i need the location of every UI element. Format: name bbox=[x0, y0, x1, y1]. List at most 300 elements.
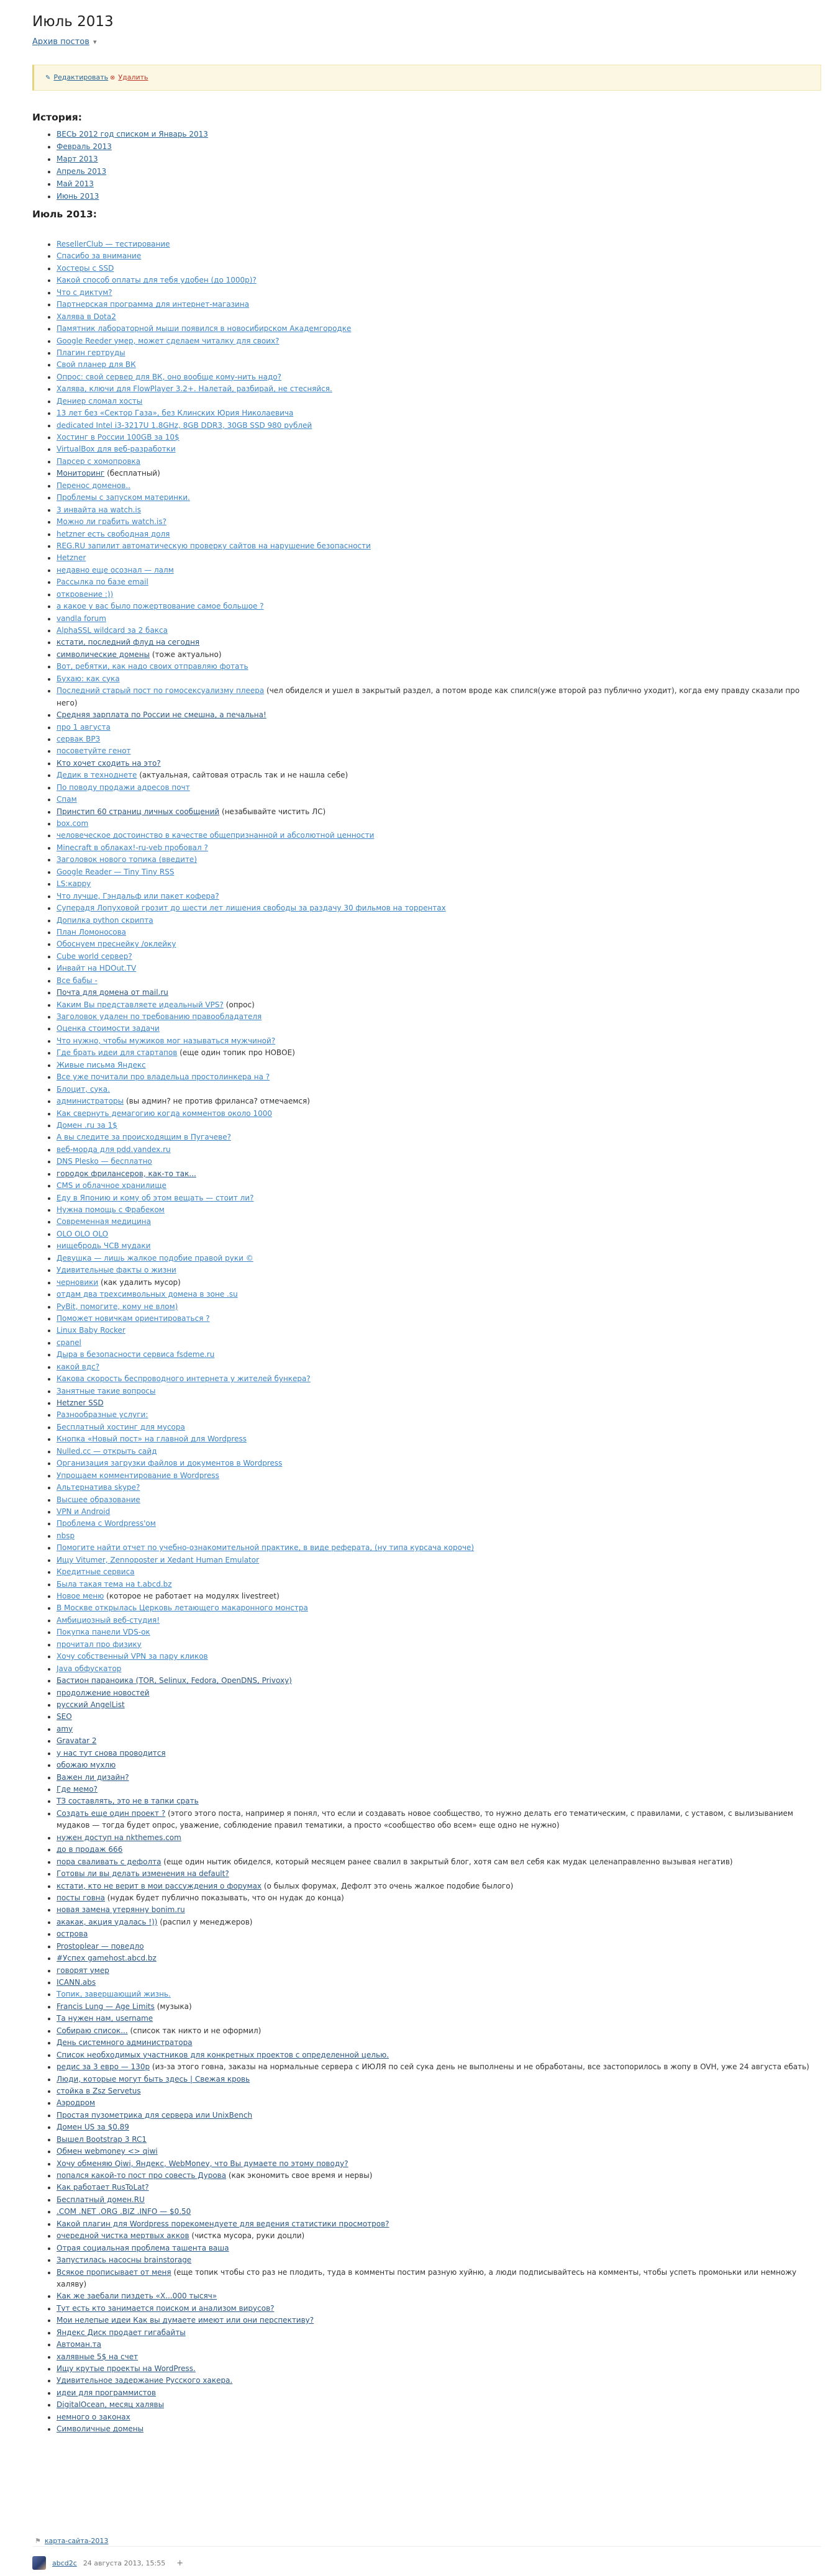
post-link[interactable]: Бесплатный хостинг для мусора bbox=[57, 1422, 185, 1431]
list-item bbox=[57, 733, 821, 745]
post-link[interactable]: Всякое прописывает от меня bbox=[57, 2267, 171, 2277]
post-link[interactable]: русский AngelList bbox=[57, 1700, 125, 1709]
post-link[interactable]: Блоцит, сука. bbox=[57, 1084, 110, 1094]
post-link[interactable]: Все уже почитали про владельца простолинкера на ? bbox=[57, 1073, 270, 1082]
history-link[interactable]: Июнь 2013 bbox=[57, 192, 99, 201]
delete-label: Удалить bbox=[118, 73, 148, 81]
list-item bbox=[57, 1748, 821, 1759]
list-item bbox=[57, 1108, 821, 1120]
post-link[interactable]: а какое у вас было пожертвование самое большое ? bbox=[57, 602, 264, 611]
history-link[interactable]: Апрель 2013 bbox=[57, 167, 107, 176]
post-note: (бесплатный) bbox=[104, 469, 160, 478]
post-link[interactable]: Средняя зарплата по России не смешна, а печальна! bbox=[57, 710, 266, 720]
list-item bbox=[57, 456, 821, 468]
post-link[interactable]: Бухаю: как сука bbox=[57, 674, 120, 683]
edit-button[interactable] bbox=[45, 73, 108, 81]
post-link[interactable]: Хостинг в России 100GB за 10$ bbox=[57, 433, 180, 442]
post-link[interactable]: Где мемо? bbox=[57, 1785, 98, 1794]
post-link[interactable]: Hetzner bbox=[57, 553, 86, 563]
post-link[interactable]: Hetzner SSD bbox=[57, 1399, 104, 1407]
list-item bbox=[57, 1506, 821, 1518]
post-link[interactable]: SEO bbox=[57, 1712, 72, 1721]
list-item bbox=[57, 1277, 821, 1289]
post-note: (тоже актуально) bbox=[150, 650, 222, 659]
post-link[interactable]: Google Reeder умер, может сделаем читалку для своих? bbox=[57, 336, 280, 345]
post-link[interactable]: Кто хочет сходить на это? bbox=[57, 758, 161, 768]
post-link[interactable]: Девушка — лишь жалкое подобие правой руки © bbox=[57, 1253, 253, 1263]
list-item bbox=[57, 951, 821, 963]
list-item bbox=[57, 274, 821, 286]
post-link[interactable]: Аэродром bbox=[57, 2098, 96, 2108]
list-item bbox=[57, 516, 821, 528]
post-link[interactable]: VirtualBox для веб-разработки bbox=[57, 445, 176, 454]
list-item bbox=[57, 347, 821, 359]
list-item bbox=[57, 1156, 821, 1168]
post-link[interactable]: говорят умер bbox=[57, 1966, 109, 1975]
list-item bbox=[57, 2061, 821, 2073]
post-link[interactable]: День системного администратора bbox=[57, 2038, 193, 2048]
post-link[interactable]: Мониторинг bbox=[57, 469, 105, 478]
post-link[interactable]: Дедик в техноднете bbox=[57, 771, 137, 780]
post-link[interactable]: Заголовок удален по требованию правообладателя bbox=[57, 1012, 262, 1021]
list-item bbox=[57, 2351, 821, 2363]
post-note: (чистка мусора, руки доцли) bbox=[189, 2231, 305, 2241]
list-item bbox=[57, 1458, 821, 1469]
post-link[interactable]: Живые письма Яндекс bbox=[57, 1060, 146, 1069]
post-tags bbox=[35, 2537, 108, 2545]
post-link[interactable]: Дениер сломал хосты bbox=[57, 396, 143, 406]
list-item bbox=[57, 1892, 821, 1904]
post-link[interactable]: По поводу продажи адресов почт bbox=[57, 782, 190, 792]
post-link[interactable]: Бастион параноика (TOR, Selinux, Fedora, OpenDNS, Privoxy) bbox=[57, 1676, 292, 1685]
post-link[interactable]: Что нужно, чтобы мужиков мог называться мужчиной? bbox=[57, 1036, 276, 1045]
post-link[interactable]: Ищу Vitumer, Zennoposter и Xedant Human Emulator bbox=[57, 1555, 260, 1564]
post-link[interactable]: Плагин гертруды bbox=[57, 348, 125, 357]
post-link[interactable]: Запустилась насосны brainstorage bbox=[57, 2256, 192, 2265]
list-item bbox=[57, 492, 821, 504]
post-link[interactable]: Хочу собственный VPN за пару кликов bbox=[57, 1652, 208, 1661]
list-item bbox=[57, 1795, 821, 1807]
post-link[interactable]: Linux Baby Rocker bbox=[57, 1326, 125, 1335]
list-item bbox=[57, 1687, 821, 1699]
post-link[interactable]: Упрощаем комментирование в Wordpress bbox=[57, 1471, 219, 1480]
post-link[interactable]: 3 инвайта на watch.is bbox=[57, 505, 141, 514]
post-note: (этого этого поста, например я понял, что если и создавать новое сообщество, то нужно делать его тематическим, с правилами, с уставом, с вылизыванием мудаков — тогда будет опрос, уважение, соблюдение правил тематики, а просто «сообщество обо всем» еще одно не нужно) bbox=[57, 1808, 793, 1830]
post-link[interactable]: Создать еще один проект ? bbox=[57, 1808, 166, 1818]
list-item bbox=[57, 1856, 821, 1868]
list-item bbox=[57, 866, 821, 878]
list-item bbox=[57, 1373, 821, 1385]
post-link[interactable]: Оценка стоимости задачи bbox=[57, 1024, 160, 1033]
post-link[interactable]: у нас тут снова проводится bbox=[57, 1748, 166, 1757]
list-item bbox=[57, 1579, 821, 1590]
list-item bbox=[57, 287, 821, 299]
chevron-down-icon[interactable]: ▾ bbox=[93, 38, 97, 46]
list-item bbox=[57, 1192, 821, 1204]
post-link[interactable]: Проблемы с запуском материнки. bbox=[57, 493, 190, 502]
post-link[interactable]: LS:карру bbox=[57, 879, 91, 889]
post-link[interactable]: DigitalOcean, месяц халявы bbox=[57, 2400, 165, 2410]
post-date: 24 августа 2013, 15:55 bbox=[83, 2559, 166, 2567]
post-link[interactable]: А вы следите за происходящим в Пугачеве? bbox=[57, 1133, 231, 1142]
post-link[interactable]: Можно ли грабить watch.is? bbox=[57, 517, 166, 527]
post-link[interactable]: vandla forum bbox=[57, 614, 106, 623]
post-link[interactable]: Хостеры с SSD bbox=[57, 263, 114, 273]
list-item bbox=[57, 613, 821, 625]
delete-button[interactable] bbox=[110, 73, 148, 81]
post-link[interactable]: Какова скорость беспроводного интернета у жителей бункера? bbox=[57, 1374, 311, 1384]
post-link[interactable]: .COM .NET .ORG .BIZ .INFO — $0.50 bbox=[57, 2207, 191, 2216]
post-note: (актуальная, сайтовая отрасль так и не нашла себе) bbox=[137, 771, 348, 780]
post-link[interactable]: Рассылка по базе email bbox=[57, 578, 148, 587]
post-link[interactable]: 13 лет без «Сектор Газа», без Клинских Юрия Николаевича bbox=[57, 409, 294, 418]
post-link[interactable]: Обмен webmoney <> qiwi bbox=[57, 2147, 158, 2156]
list-item bbox=[57, 1470, 821, 1482]
post-link[interactable]: Автоман.та bbox=[57, 2340, 102, 2349]
post-link[interactable]: Каким Вы представляете идеальный VPS? bbox=[57, 1000, 224, 1009]
post-link[interactable]: Люди, которые могут быть здесь | Свежая кровь bbox=[57, 2074, 250, 2084]
post-link[interactable]: План Ломоносова bbox=[57, 927, 127, 937]
post-link[interactable]: Бесплатный домен.RU bbox=[57, 2195, 145, 2204]
post-link[interactable]: В Москве открылась Церковь летающего макаронного монстра bbox=[57, 1603, 308, 1613]
post-link[interactable]: nbsp bbox=[57, 1531, 75, 1540]
post-link[interactable]: Важен ли дизайн? bbox=[57, 1772, 129, 1782]
post-link[interactable]: hetzner есть свободная доля bbox=[57, 529, 170, 538]
post-link[interactable]: посты говна bbox=[57, 1893, 105, 1902]
post-link[interactable]: Francis Lung — Age Limits bbox=[57, 2002, 155, 2011]
post-note: (нудак будет публично показывать, что он нудак до конца) bbox=[104, 1893, 344, 1902]
post-link[interactable]: Разнообразные услуги: bbox=[57, 1410, 148, 1420]
post-link[interactable]: очередной чистка мертвых акков bbox=[57, 2231, 189, 2241]
post-link[interactable]: Как работает RusToLat? bbox=[57, 2183, 149, 2192]
list-item bbox=[57, 2037, 821, 2049]
post-link[interactable]: Новое меню bbox=[57, 1592, 104, 1600]
list-item bbox=[57, 528, 821, 540]
list-item bbox=[57, 1554, 821, 1566]
post-link[interactable]: Хочу обменяю Qiwi, Яндекс, WebMoney, что Вы думаете по этому поводу? bbox=[57, 2159, 348, 2168]
post-link[interactable]: Простая пузометрика для сервера или UnixBench bbox=[57, 2110, 253, 2120]
post-link[interactable]: попался какой-то пост про совесть Дурова bbox=[57, 2171, 227, 2180]
post-link[interactable]: Все бабы - bbox=[57, 976, 98, 985]
list-item bbox=[57, 1120, 821, 1132]
list-item bbox=[57, 335, 821, 347]
history-heading: История: bbox=[32, 112, 82, 123]
list-item bbox=[57, 2399, 821, 2411]
post-note: (как экономить свое время и нервы) bbox=[226, 2171, 373, 2180]
post-link[interactable]: Домен .ru за 1$ bbox=[57, 1120, 117, 1130]
post-link[interactable]: DNS Plesko — бесплатно bbox=[57, 1157, 152, 1166]
post-link[interactable]: Собираю список... bbox=[57, 2026, 128, 2035]
post-link[interactable]: символические домены bbox=[57, 650, 150, 659]
post-link[interactable]: VPN и Android bbox=[57, 1507, 111, 1516]
list-item bbox=[57, 2025, 821, 2037]
post-link[interactable]: сервак ВРЗ bbox=[57, 734, 101, 743]
archive-link[interactable]: Архив постов bbox=[32, 37, 89, 47]
post-link[interactable]: халявные 5$ на счет bbox=[57, 2352, 139, 2361]
list-item bbox=[57, 673, 821, 685]
list-item bbox=[57, 1989, 821, 2000]
list-item bbox=[57, 2375, 821, 2387]
list-item bbox=[57, 769, 821, 781]
list-item bbox=[57, 1590, 821, 1602]
favourite-plus-icon[interactable]: + bbox=[176, 2558, 184, 2568]
post-link[interactable]: нищебродь ЧСВ мудаки bbox=[57, 1241, 151, 1251]
list-item bbox=[57, 2303, 821, 2315]
post-link[interactable]: PyBit, помогите, кому не влом) bbox=[57, 1302, 178, 1311]
post-link[interactable]: Альтернатива skype? bbox=[57, 1483, 140, 1492]
post-link[interactable]: Помогите найти отчет по учебно-ознакомительной практике, в виде реферата, (ну типа курсача короче) bbox=[57, 1543, 475, 1553]
post-link[interactable]: откровение :)) bbox=[57, 589, 114, 599]
post-link[interactable]: Удивительные факты о жизни bbox=[57, 1266, 176, 1275]
list-item bbox=[57, 238, 821, 250]
list-item bbox=[57, 2097, 821, 2109]
list-item bbox=[57, 963, 821, 974]
post-link[interactable]: прочитал про физику bbox=[57, 1639, 142, 1649]
post-link[interactable]: Заголовок нового топика (введите) bbox=[57, 855, 197, 864]
list-item bbox=[57, 2074, 821, 2085]
post-link[interactable]: Топик, завершающий жизнь. bbox=[57, 1990, 171, 1999]
post-link[interactable]: Cube world сервер? bbox=[57, 951, 132, 961]
post-link[interactable]: Java обфускатор bbox=[57, 1664, 122, 1673]
history-link[interactable]: Май 2013 bbox=[57, 179, 94, 188]
list-item bbox=[57, 576, 821, 588]
post-link[interactable]: Отрая социальная проблема ташента ваша bbox=[57, 2243, 229, 2252]
list-item bbox=[57, 2327, 821, 2339]
divider bbox=[32, 2546, 821, 2547]
post-link[interactable]: ICANN.abs bbox=[57, 1978, 96, 1987]
list-item bbox=[57, 1301, 821, 1313]
post-link[interactable]: Свой планер для ВК bbox=[57, 360, 136, 370]
list-item bbox=[57, 2267, 821, 2291]
post-link[interactable]: dedicated Intel i3-3217U 1.8GHz, 8GB DDR3, 30GB SSD 980 рублей bbox=[57, 420, 312, 430]
post-link[interactable]: Где брать идеи для стартапов bbox=[57, 1048, 178, 1058]
post-link[interactable]: Ищу крутые проекты на WordPress. bbox=[57, 2364, 196, 2373]
list-item bbox=[57, 1699, 821, 1711]
post-link[interactable]: Опрос: свой сервер для ВК, оно вообще кому-нить надо? bbox=[57, 372, 281, 381]
post-link[interactable]: нужен доступ на nkthemes.com bbox=[57, 1833, 181, 1842]
post-link[interactable]: Халява, ключи для FlowPlayer 3.2+. Налетай, разбирай, не стесняйся. bbox=[57, 384, 332, 394]
post-link[interactable]: Prostoplear — поведло bbox=[57, 1941, 144, 1951]
list-item bbox=[57, 2194, 821, 2206]
list-item bbox=[57, 842, 821, 854]
post-link[interactable]: Занятные такие вопросы bbox=[57, 1386, 156, 1395]
post-link[interactable]: Кредитные сервиса bbox=[57, 1567, 135, 1577]
list-item bbox=[57, 1035, 821, 1047]
post-link[interactable]: Спам bbox=[57, 795, 77, 804]
tag-link[interactable]: карта-сайта-2013 bbox=[44, 2537, 109, 2545]
post-link[interactable]: Что с диктум? bbox=[57, 288, 112, 297]
post-link[interactable]: Почта для домена от mail.ru bbox=[57, 988, 168, 997]
post-link[interactable]: Готовы ли вы делать изменения на default? bbox=[57, 1869, 229, 1879]
post-link[interactable]: продолжение новостей bbox=[57, 1688, 150, 1697]
list-item bbox=[57, 1868, 821, 1880]
list-item bbox=[57, 1433, 821, 1445]
post-link[interactable]: черновики bbox=[57, 1277, 99, 1287]
post-link[interactable]: отдам два трехсимвольных домена в зоне .su bbox=[57, 1290, 238, 1299]
post-link[interactable]: cpanel bbox=[57, 1338, 81, 1347]
list-item bbox=[57, 818, 821, 830]
list-item bbox=[57, 1011, 821, 1023]
list-item bbox=[57, 999, 821, 1011]
list-item bbox=[57, 2206, 821, 2218]
post-note: (еще один топик про НОВОЕ) bbox=[177, 1048, 295, 1058]
post-link[interactable]: новая замена утерянну bonim.ru bbox=[57, 1905, 185, 1915]
history-link[interactable]: Февраль 2013 bbox=[57, 142, 112, 151]
list-item bbox=[57, 1772, 821, 1784]
list-item bbox=[57, 2423, 821, 2435]
list-item bbox=[57, 1844, 821, 1856]
post-note: (распил у менеджеров) bbox=[157, 1917, 253, 1926]
post-link[interactable]: AlphaSSL wildcard за 2 бакса bbox=[57, 626, 168, 635]
post-link[interactable]: какой вдс? bbox=[57, 1362, 100, 1371]
post-link[interactable]: OLO OLO OLO bbox=[57, 1229, 109, 1238]
post-link[interactable]: Яндекс Диск продает гигабайты bbox=[57, 2328, 186, 2337]
post-link[interactable]: Инвайт на HDOut.TV bbox=[57, 964, 137, 973]
post-link[interactable]: Покупка панели VDS-ок bbox=[57, 1628, 150, 1637]
list-item bbox=[57, 1566, 821, 1578]
post-link[interactable]: Спасибо за внимание bbox=[57, 252, 142, 261]
post-link[interactable]: Была такая тема на t.abcd.bz bbox=[57, 1579, 172, 1589]
post-link[interactable]: Амбициозный веб-студия! bbox=[57, 1615, 160, 1625]
post-note: (еще один нытик обиделся, который месяцем ранее свалил в закрытый блог, хотя сам вел себя как мудак целенаправленно вызывая негатив) bbox=[161, 1857, 733, 1866]
post-link[interactable]: человеческое достоинство в качестве общепризнанной и абсолютной ценности bbox=[57, 831, 375, 840]
post-link[interactable]: Мои нелепые идеи Как вы думаете имеют или они перспективу? bbox=[57, 2316, 314, 2325]
post-link[interactable]: Кнопка «Новый пост» на главной для Wordpress bbox=[57, 1435, 247, 1444]
post-link[interactable]: Проблема с Wordpress'ом bbox=[57, 1519, 156, 1528]
post-link[interactable]: ТЗ составлять, это не в тапки срать bbox=[57, 1797, 199, 1806]
post-link[interactable]: ResellerClub — тестирование bbox=[57, 240, 170, 248]
post-link[interactable]: редис за 3 евро — 130р bbox=[57, 2062, 150, 2072]
history-item bbox=[57, 140, 208, 153]
history-item bbox=[57, 128, 208, 140]
list-item bbox=[57, 1784, 821, 1795]
post-link[interactable]: Принстип 60 страниц личных сообщений bbox=[57, 807, 220, 816]
post-link[interactable]: острова bbox=[57, 1930, 88, 1939]
list-item bbox=[57, 1422, 821, 1433]
list-item bbox=[57, 1264, 821, 1276]
post-link[interactable]: CMS и облачное хранилище bbox=[57, 1181, 166, 1190]
post-link[interactable]: Памятник лабораторной мыши появился в новосибирском Академгородке bbox=[57, 324, 352, 333]
post-link[interactable]: идеи для программистов bbox=[57, 2388, 157, 2397]
post-link[interactable]: немного о законах bbox=[57, 2412, 130, 2421]
post-link[interactable]: Тут есть кто занимается поиском и анализом вирусов? bbox=[57, 2303, 275, 2313]
post-link[interactable]: кстати, кто не верит в мои рассуждения о форумах bbox=[57, 1881, 262, 1890]
post-note: (список так никто и не оформил) bbox=[127, 2026, 262, 2035]
post-link[interactable]: #Успех gamehost.abcd.bz bbox=[57, 1954, 157, 1963]
post-link[interactable]: Дыра в безопасности сервиса fsdeme.ru bbox=[57, 1350, 215, 1359]
list-item bbox=[57, 2158, 821, 2170]
post-link[interactable]: Последний старый пост по гомосексуализму плеера bbox=[57, 686, 265, 696]
post-link[interactable]: amy bbox=[57, 1724, 73, 1733]
post-link[interactable]: Как же заебали пиздеть «Х...000 тысяч» bbox=[57, 2292, 217, 2301]
post-link[interactable]: Поможет новичкам ориентироваться ? bbox=[57, 1313, 210, 1323]
post-link[interactable]: Высшее образование bbox=[57, 1495, 140, 1504]
post-link[interactable]: Вот, ребятки, как надо своих отправляю фотать bbox=[57, 662, 248, 671]
avatar[interactable] bbox=[32, 2556, 46, 2570]
post-link[interactable]: Какой плагин для Wordpress порекомендуете для ведения статистики просмотров? bbox=[57, 2219, 389, 2228]
post-link[interactable]: Удивительное задержание Русского хакера. bbox=[57, 2376, 233, 2385]
list-item bbox=[57, 1904, 821, 1916]
list-item bbox=[57, 2411, 821, 2423]
list-item bbox=[57, 1204, 821, 1216]
list-item bbox=[57, 1023, 821, 1035]
list-item bbox=[57, 552, 821, 564]
post-link[interactable]: Халява в Dota2 bbox=[57, 312, 116, 321]
post-link[interactable]: Gravatar 2 bbox=[57, 1736, 97, 1746]
post-link[interactable]: Суперадя Лопуховой грозит до шести лет лишения свободы за раздачу 30 фильмов на торрентах bbox=[57, 904, 446, 913]
post-link[interactable]: Nulled.cc — открыть сайд bbox=[57, 1446, 157, 1456]
list-item bbox=[57, 383, 821, 395]
post-link[interactable]: Вышел Bootstrap 3 RC1 bbox=[57, 2134, 147, 2144]
post-link[interactable]: Та нужен нам, username bbox=[57, 2014, 153, 2023]
post-link[interactable]: стойка в Zsz Servetus bbox=[57, 2086, 141, 2095]
post-link[interactable]: администраторы bbox=[57, 1097, 124, 1106]
list-item bbox=[57, 1965, 821, 1977]
post-link[interactable]: REG.RU запилит автоматическую проверку сайтов на нарушение безопасности bbox=[57, 541, 371, 550]
list-item bbox=[57, 2315, 821, 2326]
post-link[interactable]: веб-морда для pdd.yandex.ru bbox=[57, 1145, 171, 1154]
post-link[interactable]: недавно еще осознал — лалм bbox=[57, 565, 174, 574]
post-link[interactable]: Что лучше, Гэндальф или пакет кофера? bbox=[57, 891, 219, 900]
post-note: (незабывайте чистить ЛС) bbox=[219, 807, 326, 816]
post-link[interactable]: посоветуйте генот bbox=[57, 746, 131, 756]
post-link[interactable]: акакак, акция удалась !)) bbox=[57, 1917, 158, 1926]
post-link[interactable]: Современная медицина bbox=[57, 1217, 152, 1227]
delete-icon: ⊗ bbox=[110, 75, 116, 81]
history-link[interactable]: Март 2013 bbox=[57, 155, 98, 163]
list-item bbox=[57, 1639, 821, 1651]
post-link[interactable]: про 1 августа bbox=[57, 722, 111, 732]
post-link[interactable]: обожаю мухлю bbox=[57, 1761, 116, 1770]
post-link[interactable]: Домен US за $0.89 bbox=[57, 2123, 129, 2132]
post-link[interactable]: Партнерская программа для интернет-магазина bbox=[57, 300, 250, 309]
list-item bbox=[57, 2363, 821, 2375]
list-item bbox=[57, 504, 821, 516]
list-item bbox=[57, 2290, 821, 2302]
post-link[interactable]: box.com bbox=[57, 819, 89, 828]
post-link[interactable]: кстати, последний флуд на сегодня bbox=[57, 638, 200, 647]
list-item bbox=[57, 1530, 821, 1542]
post-link[interactable]: Нужна помощь с Фрабеком bbox=[57, 1205, 165, 1214]
list-item bbox=[57, 927, 821, 938]
post-link[interactable]: Какой способ оплаты для тебя удобен (до 1000р)? bbox=[57, 276, 257, 285]
author-link[interactable]: abcd2c bbox=[52, 2559, 77, 2567]
post-link[interactable]: Обоснуем преснейку /оклейку bbox=[57, 940, 176, 949]
post-link[interactable]: Перенос доменов.. bbox=[57, 481, 130, 490]
post-link[interactable]: Google Reader — Tiny Tiny RSS bbox=[57, 867, 175, 876]
post-link[interactable]: городок фрилансеров, как-то так... bbox=[57, 1169, 196, 1178]
post-actions-bar bbox=[32, 65, 821, 91]
post-link[interactable]: Организация загрузки файлов и документов в Wordpress bbox=[57, 1459, 283, 1468]
history-link[interactable]: ВЕСЬ 2012 год списком и Январь 2013 bbox=[57, 130, 208, 138]
post-link[interactable]: Еду в Японию и кому об этом вещать — стоит ли? bbox=[57, 1193, 254, 1202]
post-note: (как удалить мусор) bbox=[98, 1277, 181, 1287]
post-link[interactable]: Список необходимых участников для конкретных проектов с определенной целью. bbox=[57, 2050, 389, 2059]
post-link[interactable]: Парсер с хомопровка bbox=[57, 456, 141, 466]
post-link[interactable]: Допилка python скрипта bbox=[57, 915, 153, 925]
post-link[interactable]: до в продаж 666 bbox=[57, 1845, 123, 1854]
list-item bbox=[57, 758, 821, 769]
post-list bbox=[57, 238, 821, 2436]
list-item bbox=[57, 938, 821, 950]
list-item bbox=[57, 1808, 821, 1832]
list-item bbox=[57, 1047, 821, 1059]
post-link[interactable]: пора сваливать с дефолта bbox=[57, 1857, 162, 1866]
post-note: (которое не работает на модулях livestreet) bbox=[104, 1592, 280, 1600]
post-link[interactable]: Как свернуть демагогию когда комментов около 1000 bbox=[57, 1109, 272, 1118]
post-link[interactable]: Minecraft в облаках!-ru-veb пробовал ? bbox=[57, 843, 208, 852]
post-link[interactable]: Символичные домены bbox=[57, 2424, 144, 2434]
